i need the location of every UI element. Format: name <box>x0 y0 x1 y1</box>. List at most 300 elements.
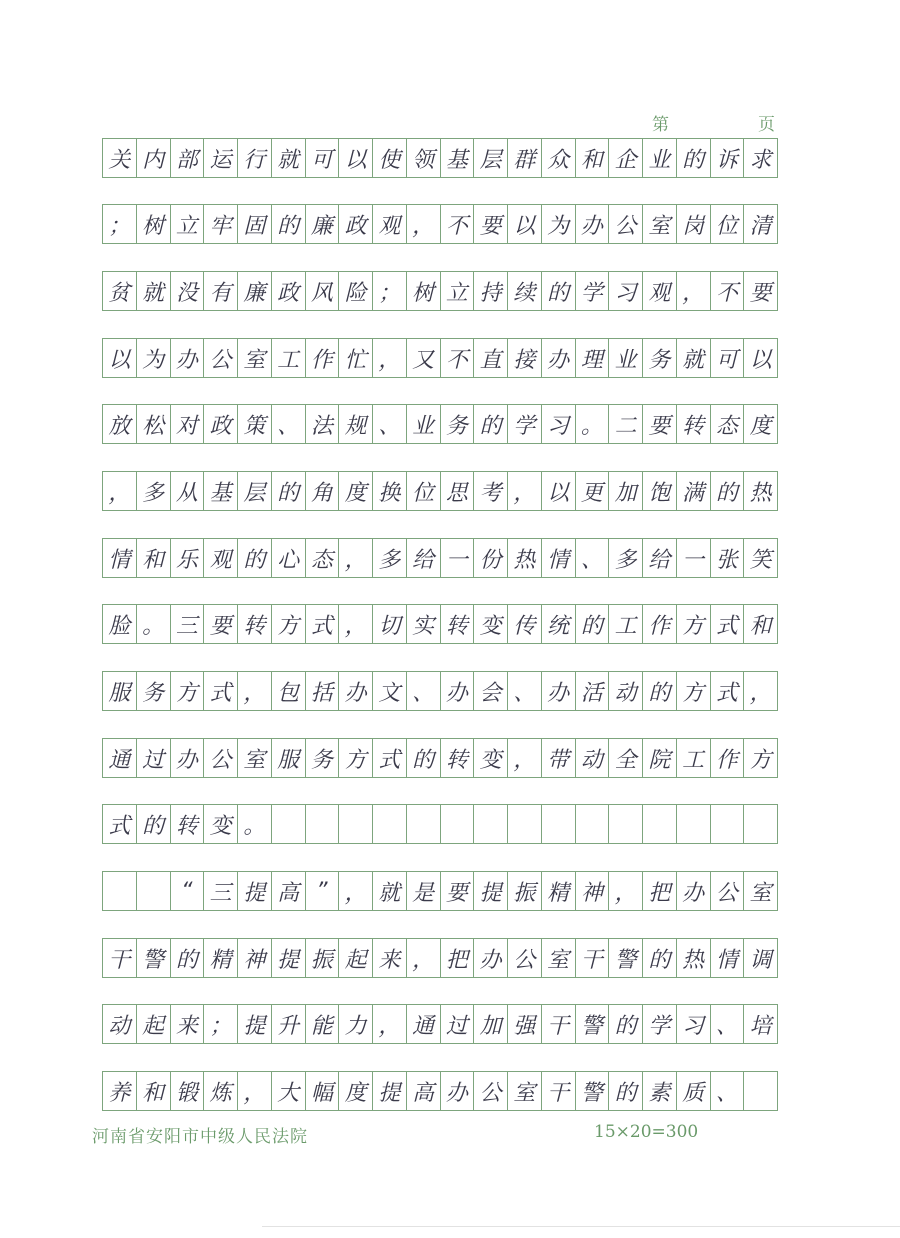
grid-cell: 以 <box>339 138 373 178</box>
grid-cell: “ <box>171 871 205 911</box>
grid-cell: 一 <box>441 538 475 578</box>
grid-cell: 带 <box>542 738 576 778</box>
grid-cell: 要 <box>474 204 508 244</box>
grid-cell: 动 <box>102 1004 137 1044</box>
grid-cell: 基 <box>204 471 238 511</box>
grid-cell: 质 <box>677 1071 711 1111</box>
grid-cell: 情 <box>102 538 137 578</box>
grid-cell: 包 <box>272 671 306 711</box>
grid-cell: 立 <box>171 204 205 244</box>
grid-cell <box>576 804 610 844</box>
grid-cell: 就 <box>137 271 171 311</box>
grid-cell: 层 <box>474 138 508 178</box>
grid-cell: 工 <box>272 338 306 378</box>
grid-cell: 险 <box>339 271 373 311</box>
grid-cell: 的 <box>609 1071 643 1111</box>
grid-row <box>102 938 778 978</box>
grid-cell: 以 <box>744 338 778 378</box>
grid-cell: 情 <box>711 938 745 978</box>
grid-cell: 工 <box>677 738 711 778</box>
grid-cell: 振 <box>306 938 340 978</box>
grid-row <box>102 138 778 178</box>
grid-cell: 室 <box>744 871 778 911</box>
grid-cell: 业 <box>643 138 677 178</box>
grid-cell: 干 <box>576 938 610 978</box>
grid-cell: 的 <box>474 404 508 444</box>
grid-cell: 使 <box>373 138 407 178</box>
grid-cell: 接 <box>508 338 542 378</box>
grid-row <box>102 404 778 444</box>
grid-cell: 有 <box>204 271 238 311</box>
grid-cell: 起 <box>137 1004 171 1044</box>
grid-cell: 固 <box>238 204 272 244</box>
grid-cell: 统 <box>542 604 576 644</box>
grid-cell: 动 <box>576 738 610 778</box>
grid-cell: 思 <box>441 471 475 511</box>
grid-cell: 办 <box>576 204 610 244</box>
grid-cell: 三 <box>171 604 205 644</box>
grid-cell: 。 <box>576 404 610 444</box>
grid-cell: 廉 <box>306 204 340 244</box>
grid-cell: 的 <box>576 604 610 644</box>
grid-cell: 就 <box>373 871 407 911</box>
grid-cell: 能 <box>306 1004 340 1044</box>
grid-cell: 诉 <box>711 138 745 178</box>
grid-cell: 可 <box>306 138 340 178</box>
grid-cell: 的 <box>711 471 745 511</box>
grid-cell: 业 <box>609 338 643 378</box>
grid-row <box>102 1071 778 1111</box>
grid-cell: 。 <box>238 804 272 844</box>
grid-cell: 为 <box>542 204 576 244</box>
grid-cell: ， <box>508 471 542 511</box>
grid-cell: 政 <box>339 204 373 244</box>
grid-cell: 的 <box>238 538 272 578</box>
grid-cell: 规 <box>339 404 373 444</box>
grid-cell: ， <box>238 1071 272 1111</box>
grid-cell: 笑 <box>744 538 778 578</box>
grid-cell: 转 <box>171 804 205 844</box>
grid-cell: 干 <box>542 1071 576 1111</box>
grid-cell: 公 <box>508 938 542 978</box>
grid-cell: 部 <box>171 138 205 178</box>
page-number-prefix: 第 <box>652 115 669 135</box>
grid-cell: 来 <box>171 1004 205 1044</box>
grid-cell: 持 <box>474 271 508 311</box>
grid-cell <box>474 804 508 844</box>
grid-spec: 15×20=300 <box>594 1122 699 1142</box>
grid-cell: 服 <box>102 671 137 711</box>
grid-cell: 风 <box>306 271 340 311</box>
grid-cell: 办 <box>171 738 205 778</box>
grid-cell: 群 <box>508 138 542 178</box>
grid-cell: 众 <box>542 138 576 178</box>
grid-cell: 转 <box>677 404 711 444</box>
grid-cell: 和 <box>744 604 778 644</box>
grid-cell: 警 <box>137 938 171 978</box>
grid-cell: 来 <box>373 938 407 978</box>
grid-cell: ， <box>373 338 407 378</box>
grid-cell: 干 <box>542 1004 576 1044</box>
grid-cell: 松 <box>137 404 171 444</box>
grid-cell: 领 <box>407 138 441 178</box>
grid-cell: 务 <box>137 671 171 711</box>
grid-cell: 办 <box>677 871 711 911</box>
grid-cell: 幅 <box>306 1071 340 1111</box>
grid-cell: 活 <box>576 671 610 711</box>
grid-cell: 方 <box>171 671 205 711</box>
grid-cell <box>542 804 576 844</box>
grid-cell: 振 <box>508 871 542 911</box>
grid-cell: 提 <box>238 1004 272 1044</box>
grid-cell: 养 <box>102 1071 137 1111</box>
grid-cell: 就 <box>272 138 306 178</box>
grid-row <box>102 338 778 378</box>
grid-cell: 务 <box>306 738 340 778</box>
grid-cell: 、 <box>711 1071 745 1111</box>
grid-cell: 的 <box>677 138 711 178</box>
grid-cell: 立 <box>441 271 475 311</box>
grid-cell: ， <box>407 938 441 978</box>
grid-cell: 把 <box>441 938 475 978</box>
grid-cell <box>102 871 137 911</box>
grid-cell: 运 <box>204 138 238 178</box>
grid-cell: 脸 <box>102 604 137 644</box>
grid-cell: 学 <box>508 404 542 444</box>
grid-cell: ， <box>339 871 373 911</box>
grid-cell: 院 <box>643 738 677 778</box>
grid-cell: 。 <box>137 604 171 644</box>
grid-cell: 满 <box>677 471 711 511</box>
grid-cell: 、 <box>272 404 306 444</box>
grid-cell: 加 <box>609 471 643 511</box>
grid-cell <box>609 804 643 844</box>
grid-cell: 变 <box>474 738 508 778</box>
grid-cell: 以 <box>102 338 137 378</box>
grid-cell: 素 <box>643 1071 677 1111</box>
grid-cell: 从 <box>171 471 205 511</box>
grid-cell <box>306 804 340 844</box>
grid-cell: 张 <box>711 538 745 578</box>
grid-cell: 、 <box>508 671 542 711</box>
grid-cell <box>677 804 711 844</box>
grid-cell: 换 <box>373 471 407 511</box>
grid-cell: 热 <box>744 471 778 511</box>
grid-cell: 强 <box>508 1004 542 1044</box>
grid-cell: 度 <box>744 404 778 444</box>
grid-cell: 、 <box>373 404 407 444</box>
grid-cell: 警 <box>576 1071 610 1111</box>
grid-cell: 是 <box>407 871 441 911</box>
grid-cell: ； <box>204 1004 238 1044</box>
grid-cell: 办 <box>474 938 508 978</box>
grid-cell: ， <box>238 671 272 711</box>
grid-cell: 变 <box>474 604 508 644</box>
grid-cell: 不 <box>441 338 475 378</box>
grid-cell: 提 <box>474 871 508 911</box>
grid-cell: 给 <box>407 538 441 578</box>
grid-cell: 服 <box>272 738 306 778</box>
grid-cell: 行 <box>238 138 272 178</box>
grid-cell: 提 <box>272 938 306 978</box>
court-name: 河南省安阳市中级人民法院 <box>92 1127 308 1147</box>
grid-cell: 神 <box>576 871 610 911</box>
grid-cell: 树 <box>407 271 441 311</box>
grid-cell <box>441 804 475 844</box>
grid-cell: 基 <box>441 138 475 178</box>
grid-cell: 的 <box>609 1004 643 1044</box>
grid-cell: 办 <box>441 1071 475 1111</box>
grid-cell: 业 <box>407 404 441 444</box>
grid-cell: ， <box>339 538 373 578</box>
grid-cell: 观 <box>643 271 677 311</box>
grid-cell: 公 <box>204 738 238 778</box>
grid-row <box>102 671 778 711</box>
grid-cell: 公 <box>609 204 643 244</box>
grid-cell: 和 <box>137 538 171 578</box>
grid-cell: 对 <box>171 404 205 444</box>
grid-cell: 树 <box>137 204 171 244</box>
grid-cell: 通 <box>407 1004 441 1044</box>
grid-cell: 把 <box>643 871 677 911</box>
grid-cell: 的 <box>643 938 677 978</box>
grid-cell: 度 <box>339 1071 373 1111</box>
grid-cell: 文 <box>373 671 407 711</box>
grid-cell: 关 <box>102 138 137 178</box>
grid-cell: 的 <box>171 938 205 978</box>
grid-cell: 大 <box>272 1071 306 1111</box>
grid-cell: 的 <box>643 671 677 711</box>
grid-cell: 热 <box>508 538 542 578</box>
grid-cell: 警 <box>609 938 643 978</box>
grid-cell: ； <box>373 271 407 311</box>
grid-cell: 以 <box>542 471 576 511</box>
grid-cell: 方 <box>677 671 711 711</box>
grid-row <box>102 871 778 911</box>
grid-cell <box>272 804 306 844</box>
grid-cell: 三 <box>204 871 238 911</box>
grid-cell: 转 <box>441 604 475 644</box>
grid-cell: 学 <box>576 271 610 311</box>
grid-cell: 情 <box>542 538 576 578</box>
grid-cell: 习 <box>677 1004 711 1044</box>
grid-cell <box>508 804 542 844</box>
grid-cell: 、 <box>576 538 610 578</box>
grid-cell: 位 <box>711 204 745 244</box>
grid-cell: 方 <box>339 738 373 778</box>
grid-cell: 办 <box>339 671 373 711</box>
grid-cell: 提 <box>373 1071 407 1111</box>
grid-cell <box>744 804 778 844</box>
grid-cell: 办 <box>542 671 576 711</box>
grid-cell: 、 <box>407 671 441 711</box>
grid-cell: ， <box>744 671 778 711</box>
grid-cell: 会 <box>474 671 508 711</box>
grid-cell: 变 <box>204 804 238 844</box>
scan-edge-line <box>262 1226 900 1227</box>
grid-cell: 务 <box>441 404 475 444</box>
grid-cell: 牢 <box>204 204 238 244</box>
grid-cell: 要 <box>744 271 778 311</box>
grid-cell: 工 <box>609 604 643 644</box>
grid-cell: 式 <box>102 804 137 844</box>
grid-cell: 政 <box>272 271 306 311</box>
grid-cell <box>711 804 745 844</box>
grid-cell: 力 <box>339 1004 373 1044</box>
page-number-suffix: 页 <box>758 115 775 135</box>
grid-cell: 又 <box>407 338 441 378</box>
grid-cell: 室 <box>238 738 272 778</box>
grid-row <box>102 804 778 844</box>
grid-row <box>102 538 778 578</box>
grid-cell: 为 <box>137 338 171 378</box>
grid-cell: 求 <box>744 138 778 178</box>
grid-cell: 式 <box>306 604 340 644</box>
grid-cell: 办 <box>441 671 475 711</box>
grid-cell: 精 <box>204 938 238 978</box>
grid-cell: 培 <box>744 1004 778 1044</box>
grid-cell: 的 <box>542 271 576 311</box>
grid-cell: 全 <box>609 738 643 778</box>
grid-cell: 式 <box>711 671 745 711</box>
grid-cell: 饱 <box>643 471 677 511</box>
grid-row <box>102 271 778 311</box>
grid-cell: 办 <box>542 338 576 378</box>
grid-cell: 务 <box>643 338 677 378</box>
grid-cell: 过 <box>441 1004 475 1044</box>
grid-cell: 传 <box>508 604 542 644</box>
grid-cell: 更 <box>576 471 610 511</box>
grid-cell: 的 <box>272 204 306 244</box>
grid-cell: 转 <box>238 604 272 644</box>
grid-cell: 精 <box>542 871 576 911</box>
grid-cell: 作 <box>711 738 745 778</box>
grid-cell: 观 <box>373 204 407 244</box>
grid-cell: ， <box>339 604 373 644</box>
grid-cell: 二 <box>609 404 643 444</box>
grid-cell: 要 <box>441 871 475 911</box>
grid-cell: ， <box>373 1004 407 1044</box>
grid-cell: 升 <box>272 1004 306 1044</box>
grid-cell: 通 <box>102 738 137 778</box>
grid-cell: 廉 <box>238 271 272 311</box>
grid-cell: 态 <box>306 538 340 578</box>
grid-cell: 提 <box>238 871 272 911</box>
grid-cell <box>407 804 441 844</box>
grid-cell: ， <box>102 471 137 511</box>
grid-cell: 室 <box>643 204 677 244</box>
grid-cell <box>137 871 171 911</box>
grid-cell: ； <box>102 204 137 244</box>
grid-cell: 动 <box>609 671 643 711</box>
grid-cell <box>339 804 373 844</box>
grid-cell: 作 <box>643 604 677 644</box>
grid-cell: 神 <box>238 938 272 978</box>
grid-cell: 、 <box>711 1004 745 1044</box>
grid-cell: 以 <box>508 204 542 244</box>
grid-cell: 观 <box>204 538 238 578</box>
grid-cell: 考 <box>474 471 508 511</box>
grid-cell: 高 <box>272 871 306 911</box>
grid-cell: 的 <box>137 804 171 844</box>
grid-cell: 方 <box>744 738 778 778</box>
grid-cell: 政 <box>204 404 238 444</box>
grid-cell: 热 <box>677 938 711 978</box>
grid-cell: 的 <box>407 738 441 778</box>
grid-cell: 式 <box>204 671 238 711</box>
grid-cell: ， <box>677 271 711 311</box>
grid-cell: 办 <box>171 338 205 378</box>
grid-cell: 干 <box>102 938 137 978</box>
grid-cell: 多 <box>609 538 643 578</box>
grid-cell: 过 <box>137 738 171 778</box>
grid-cell: 室 <box>508 1071 542 1111</box>
grid-cell: 岗 <box>677 204 711 244</box>
grid-cell: 给 <box>643 538 677 578</box>
grid-cell: 可 <box>711 338 745 378</box>
grid-cell: 习 <box>542 404 576 444</box>
grid-cell: 习 <box>609 271 643 311</box>
grid-cell: 放 <box>102 404 137 444</box>
grid-cell: 多 <box>137 471 171 511</box>
grid-cell: 锻 <box>171 1071 205 1111</box>
grid-cell: 位 <box>407 471 441 511</box>
grid-cell: 理 <box>576 338 610 378</box>
grid-cell: 公 <box>204 338 238 378</box>
grid-cell: 一 <box>677 538 711 578</box>
grid-cell: 起 <box>339 938 373 978</box>
grid-cell: 度 <box>339 471 373 511</box>
grid-cell: 态 <box>711 404 745 444</box>
grid-cell: 方 <box>272 604 306 644</box>
grid-cell: 法 <box>306 404 340 444</box>
grid-row <box>102 204 778 244</box>
grid-cell: 没 <box>171 271 205 311</box>
grid-cell: 学 <box>643 1004 677 1044</box>
grid-cell: 层 <box>238 471 272 511</box>
grid-cell: 忙 <box>339 338 373 378</box>
grid-cell: ” <box>306 871 340 911</box>
grid-cell: 室 <box>238 338 272 378</box>
grid-cell: 份 <box>474 538 508 578</box>
grid-cell: ， <box>508 738 542 778</box>
grid-cell: 高 <box>407 1071 441 1111</box>
grid-cell: 实 <box>407 604 441 644</box>
grid-cell: 多 <box>373 538 407 578</box>
grid-cell: 调 <box>744 938 778 978</box>
grid-cell: 内 <box>137 138 171 178</box>
grid-cell: 不 <box>711 271 745 311</box>
grid-cell: 要 <box>204 604 238 644</box>
grid-cell: 和 <box>576 138 610 178</box>
grid-cell: 式 <box>373 738 407 778</box>
grid-cell: 方 <box>677 604 711 644</box>
grid-cell: 直 <box>474 338 508 378</box>
grid-row <box>102 471 778 511</box>
grid-row <box>102 1004 778 1044</box>
grid-cell: 转 <box>441 738 475 778</box>
grid-cell: 策 <box>238 404 272 444</box>
grid-cell: 不 <box>441 204 475 244</box>
grid-cell: 室 <box>542 938 576 978</box>
grid-cell: 角 <box>306 471 340 511</box>
grid-cell: 加 <box>474 1004 508 1044</box>
grid-cell: 的 <box>272 471 306 511</box>
grid-cell <box>744 1071 778 1111</box>
grid-cell: 续 <box>508 271 542 311</box>
grid-cell: 乐 <box>171 538 205 578</box>
grid-cell: 括 <box>306 671 340 711</box>
